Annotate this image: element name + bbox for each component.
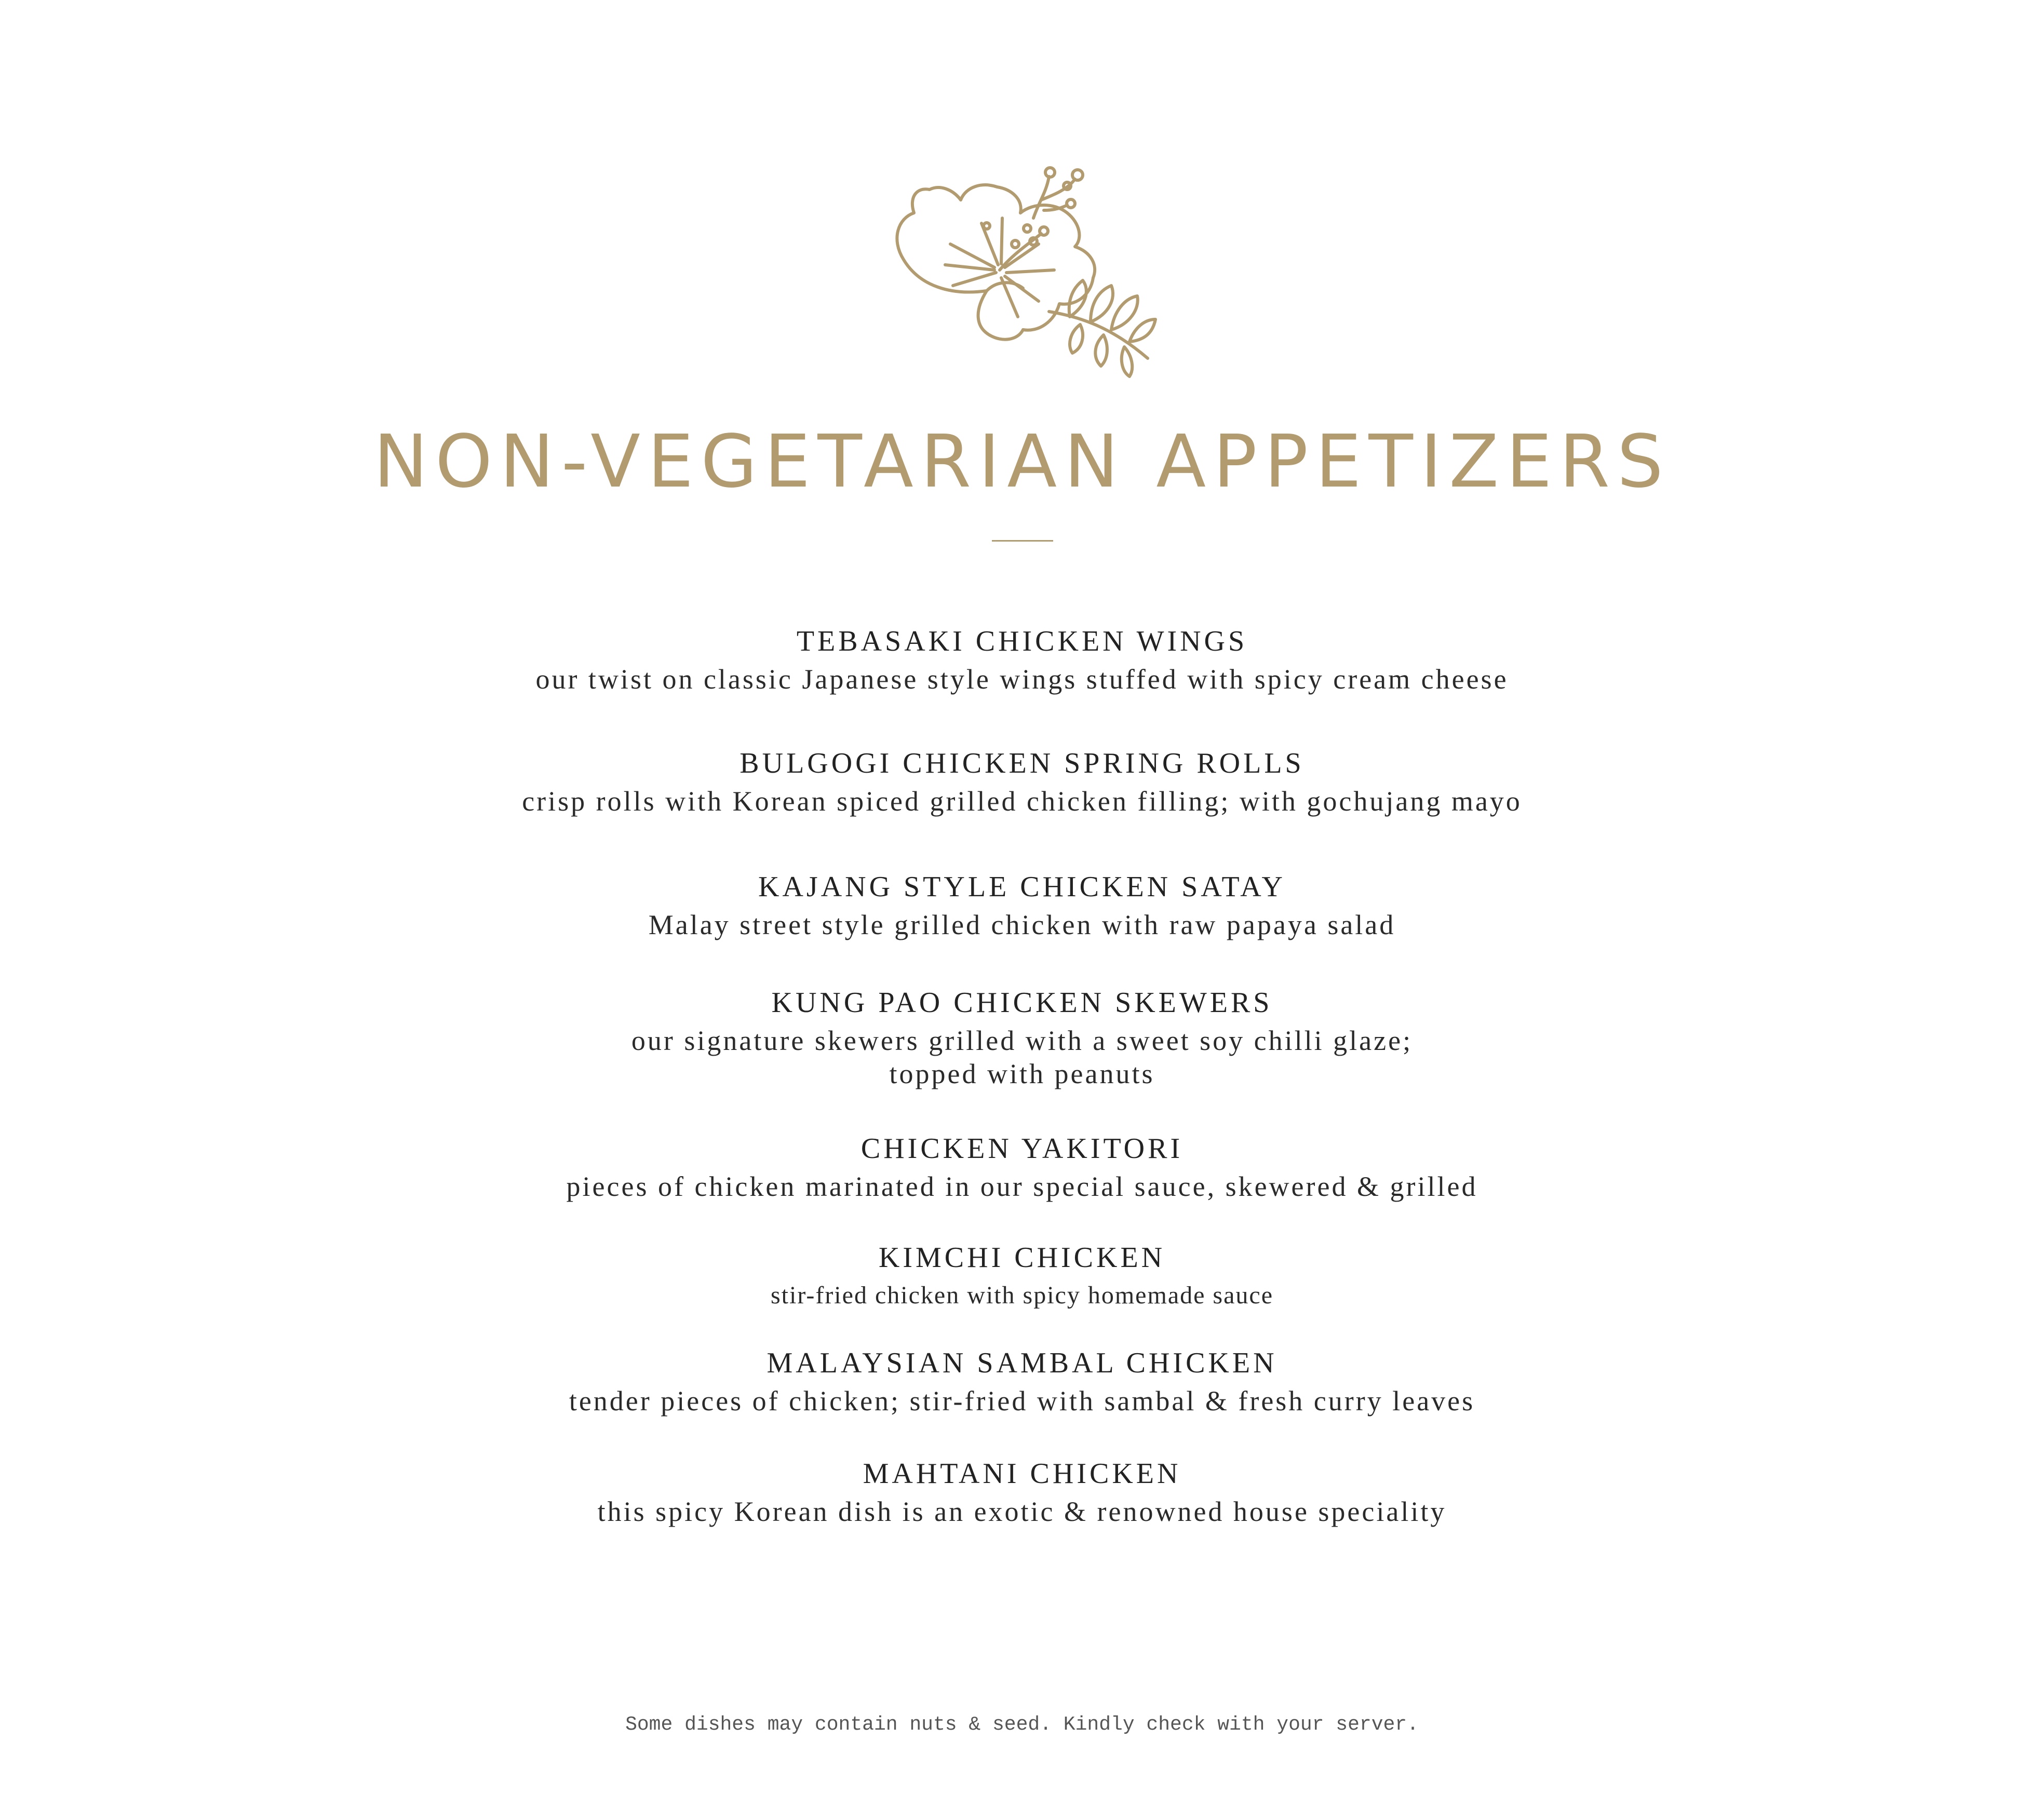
menu-item: [0, 869, 2044, 941]
menu-item-description-line2: topped with peanuts: [889, 1058, 1155, 1089]
page-title: NON-VEGETARIAN APPETIZERS: [373, 420, 1671, 504]
menu-item: [0, 1130, 2044, 1203]
menu-item: [0, 1345, 2044, 1418]
menu-item-description: pieces of chicken marinated in our special sauce, skewered & grilled: [566, 1171, 1478, 1202]
menu-item-name: MAHTANI CHICKEN: [863, 1458, 1181, 1490]
menu-item: [0, 1455, 2044, 1528]
menu-item-name: KIMCHI CHICKEN: [878, 1242, 1166, 1274]
menu-item-name: KAJANG STYLE CHICKEN SATAY: [758, 871, 1286, 903]
menu-item-name: KUNG PAO CHICKEN SKEWERS: [771, 987, 1273, 1019]
menu-item-description: stir-fried chicken with spicy homemade sauce: [770, 1282, 1274, 1309]
menu-item: [0, 745, 2044, 818]
menu-item-description: our twist on classic Japanese style wings stuffed with spicy cream cheese: [535, 664, 1509, 695]
menu-item-description: this spicy Korean dish is an exotic & renowned house speciality: [597, 1496, 1447, 1527]
menu-item: [0, 623, 2044, 696]
title-divider: [992, 540, 1053, 542]
hibiscus-flower-icon: [862, 140, 1184, 389]
menu-item-name: TEBASAKI CHICKEN WINGS: [796, 625, 1248, 657]
menu-item-description: Malay street style grilled chicken with raw papaya salad: [648, 909, 1396, 940]
menu-item-description: tender pieces of chicken; stir-fried with sambal & fresh curry leaves: [569, 1385, 1475, 1417]
allergen-note: Some dishes may contain nuts & seed. Kindly check with your server.: [625, 1714, 1419, 1736]
menu-item-description: crisp rolls with Korean spiced grilled chicken filling; with gochujang mayo: [522, 786, 1522, 817]
menu-item: [0, 985, 2044, 1090]
menu-item: [0, 1239, 2044, 1312]
menu-item-name: MALAYSIAN SAMBAL CHICKEN: [766, 1347, 1278, 1379]
menu-item-description: our signature skewers grilled with a sweet soy chilli glaze;: [631, 1025, 1413, 1056]
menu-item-name: BULGOGI CHICKEN SPRING ROLLS: [739, 747, 1305, 779]
menu-item-name: CHICKEN YAKITORI: [860, 1133, 1184, 1165]
